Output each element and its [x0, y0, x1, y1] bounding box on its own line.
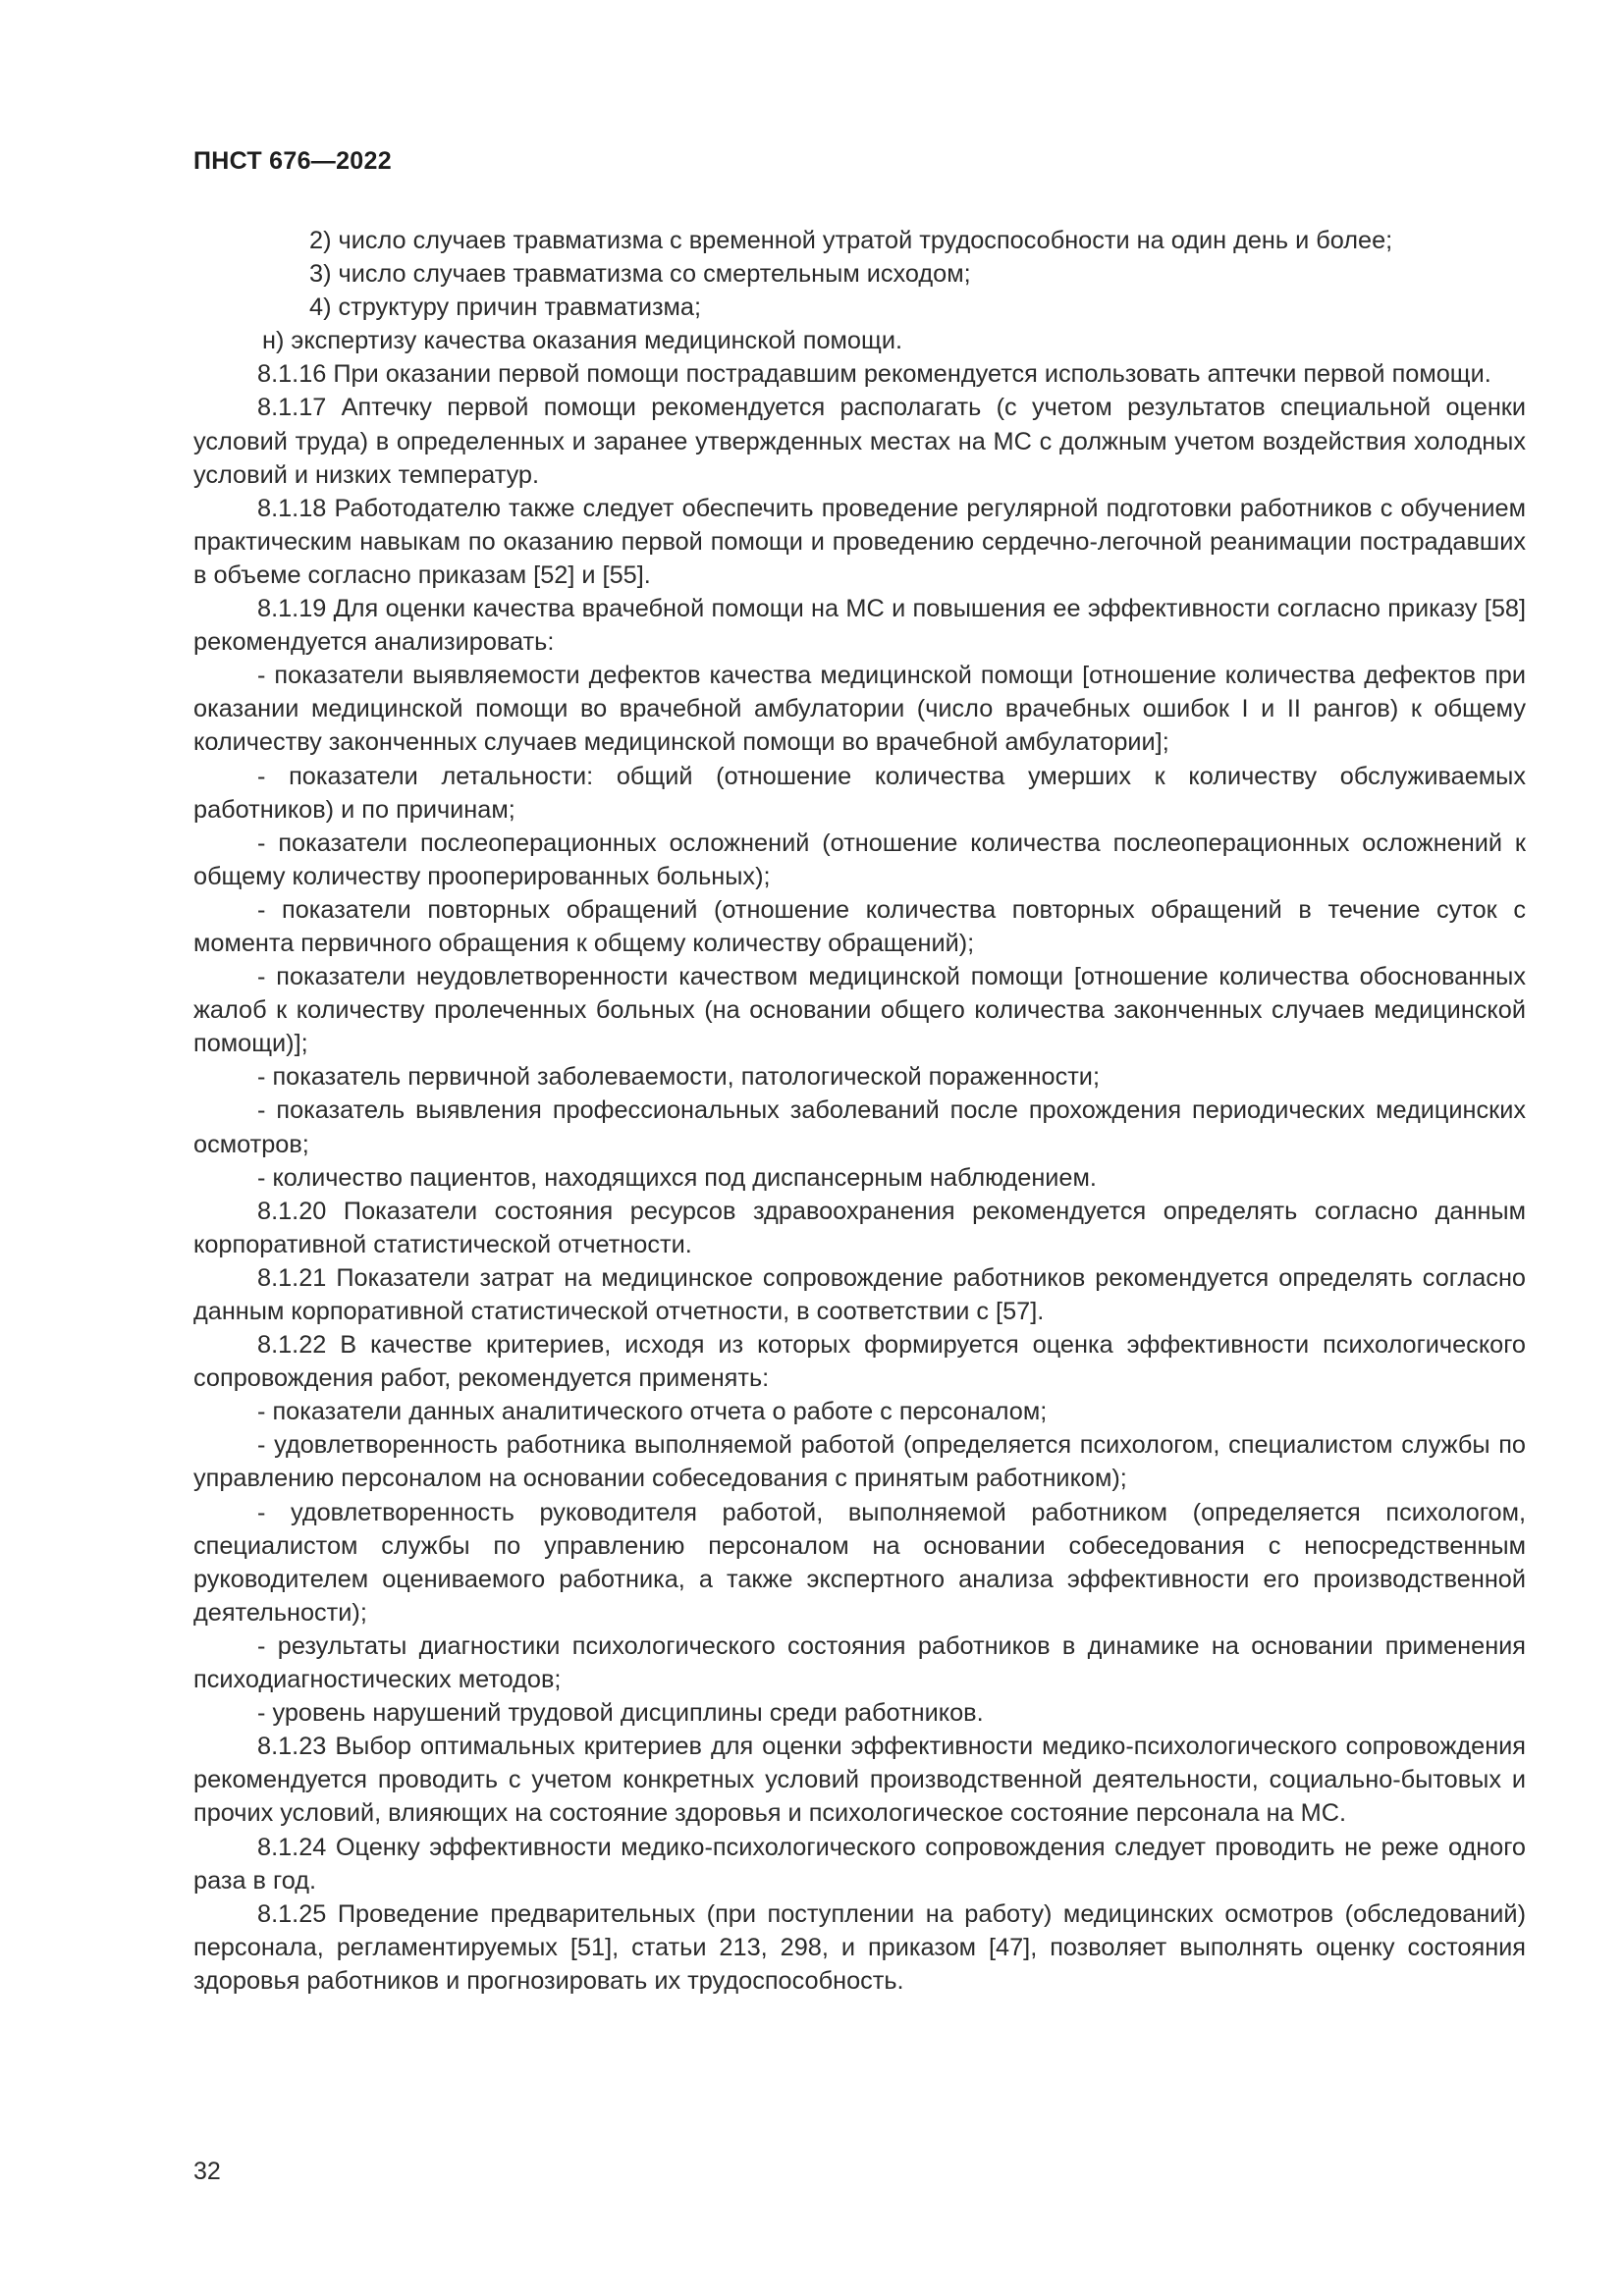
bullet-repeat-visits: - показатели повторных обращений (отношение количества повторных обращений в течение суток с момента первичного обращения к общему количеству обращений); [193, 895, 1526, 957]
bullet-dispensary-patients: - количество пациентов, находящихся под диспансерным наблюдением. [257, 1163, 1097, 1192]
list-item-injury-fatal: 3) число случаев травматизма со смертельным исходом; [309, 260, 971, 289]
list-item-expertise: н) экспертизу качества оказания медицинской помощи. [262, 327, 902, 355]
bullet-discipline: - уровень нарушений трудовой дисциплины среди работников. [257, 1699, 984, 1728]
clause-8-1-17: 8.1.17 Аптечку первой помощи рекомендуется располагать (с учетом результатов специальной оценки условий труда) в определенных и заранее утвержденных местах на МС с должным учетом воздействия холодных условий и низких температур. [193, 394, 1526, 489]
bullet-analytical-report: - показатели данных аналитического отчета о работе с персоналом; [257, 1398, 1048, 1426]
clause-8-1-19: 8.1.19 Для оценки качества врачебной помощи на МС и повышения ее эффективности согласно приказу [58] рекомендуется анализировать: [193, 595, 1526, 657]
bullet-dissatisfaction: - показатели неудовлетворенности качеством медицинской помощи [отношение количества обоснованных жалоб к количеству пролеченных больных (на основании общего количества законченных случаев медицинской помощи)]; [193, 963, 1526, 1058]
clause-8-1-22: 8.1.22 В качестве критериев, исходя из которых формируется оценка эффективности психологического сопровождения работ, рекомендуется применять: [193, 1331, 1526, 1393]
bullet-employee-satisfaction: - удовлетворенность работника выполняемой работой (определяется психологом, специалистом службы по управлению персоналом на основании собеседования с принятым работником); [193, 1431, 1526, 1493]
document-header: ПНСТ 676—2022 [193, 147, 392, 175]
clause-8-1-21: 8.1.21 Показатели затрат на медицинское сопровождение работников рекомендуется определять согласно данным корпоративной статистической отчетности, в соответствии с [57]. [193, 1263, 1526, 1325]
clause-8-1-16: 8.1.16 При оказании первой помощи пострадавшим рекомендуется использовать аптечки первой помощи. [257, 360, 1491, 389]
clause-8-1-18: 8.1.18 Работодателю также следует обеспечить проведение регулярной подготовки работников с обучением практическим навыкам по оказанию первой помощи и проведению сердечно-легочной реанимации пострадавших в объеме согласно приказам [52] и [55]. [193, 494, 1526, 589]
bullet-manager-satisfaction: - удовлетворенность руководителя работой, выполняемой работником (определяется психологом, специалистом службы по управлению персоналом на основании собеседования с непосредственным руководителем оцениваемого работника, а также экспертного анализа эффективности его производственной деятельности); [193, 1498, 1526, 1627]
bullet-postoperative: - показатели послеоперационных осложнений (отношение количества послеоперационных осложнений к общему количеству прооперированных больных); [193, 828, 1526, 890]
bullet-psych-diagnostics: - результаты диагностики психологического состояния работников в динамике на основании применения психодиагностических методов; [193, 1631, 1526, 1694]
list-item-injury-causes: 4) структуру причин травматизма; [309, 294, 702, 322]
bullet-primary-morbidity: - показатель первичной заболеваемости, патологической пораженности; [257, 1063, 1100, 1092]
document-body [193, 224, 1526, 1998]
clause-8-1-24: 8.1.24 Оценку эффективности медико-психологического сопровождения следует проводить не реже одного раза в год. [193, 1833, 1526, 1895]
page-number: 32 [193, 2158, 221, 2185]
bullet-mortality: - показатели летальности: общий (отношение количества умерших к количеству обслуживаемых работников) и по причинам; [193, 762, 1526, 824]
bullet-defects: - показатели выявляемости дефектов качества медицинской помощи [отношение количества дефектов при оказании медицинской помощи во врачебной амбулатории (число врачебных ошибок I и II рангов) к общему количеству законченных случаев медицинской помощи во врачебной амбулатории]; [193, 662, 1526, 757]
clause-8-1-25: 8.1.25 Проведение предварительных (при поступлении на работу) медицинских осмотров (обследований) персонала, регламентируемых [51], статьи 213, 298, и приказом [47], позволяет выполнять оценку состояния здоровья работников и прогнозировать их трудоспособность. [193, 1899, 1526, 1995]
clause-8-1-20: 8.1.20 Показатели состояния ресурсов здравоохранения рекомендуется определять согласно данным корпоративной статистической отчетности. [193, 1197, 1526, 1258]
bullet-occupational-diseases: - показатель выявления профессиональных заболеваний после прохождения периодических медицинских осмотров; [193, 1096, 1526, 1158]
clause-8-1-23: 8.1.23 Выбор оптимальных критериев для оценки эффективности медико-психологического сопровождения рекомендуется проводить с учетом конкретных условий производственной деятельности, социально-бытовых и прочих условий, влияющих на состояние здоровья и психологическое состояние персонала на МС. [193, 1733, 1526, 1828]
list-item-injury-temporary: 2) число случаев травматизма с временной утратой трудоспособности на один день и более; [309, 227, 1393, 254]
